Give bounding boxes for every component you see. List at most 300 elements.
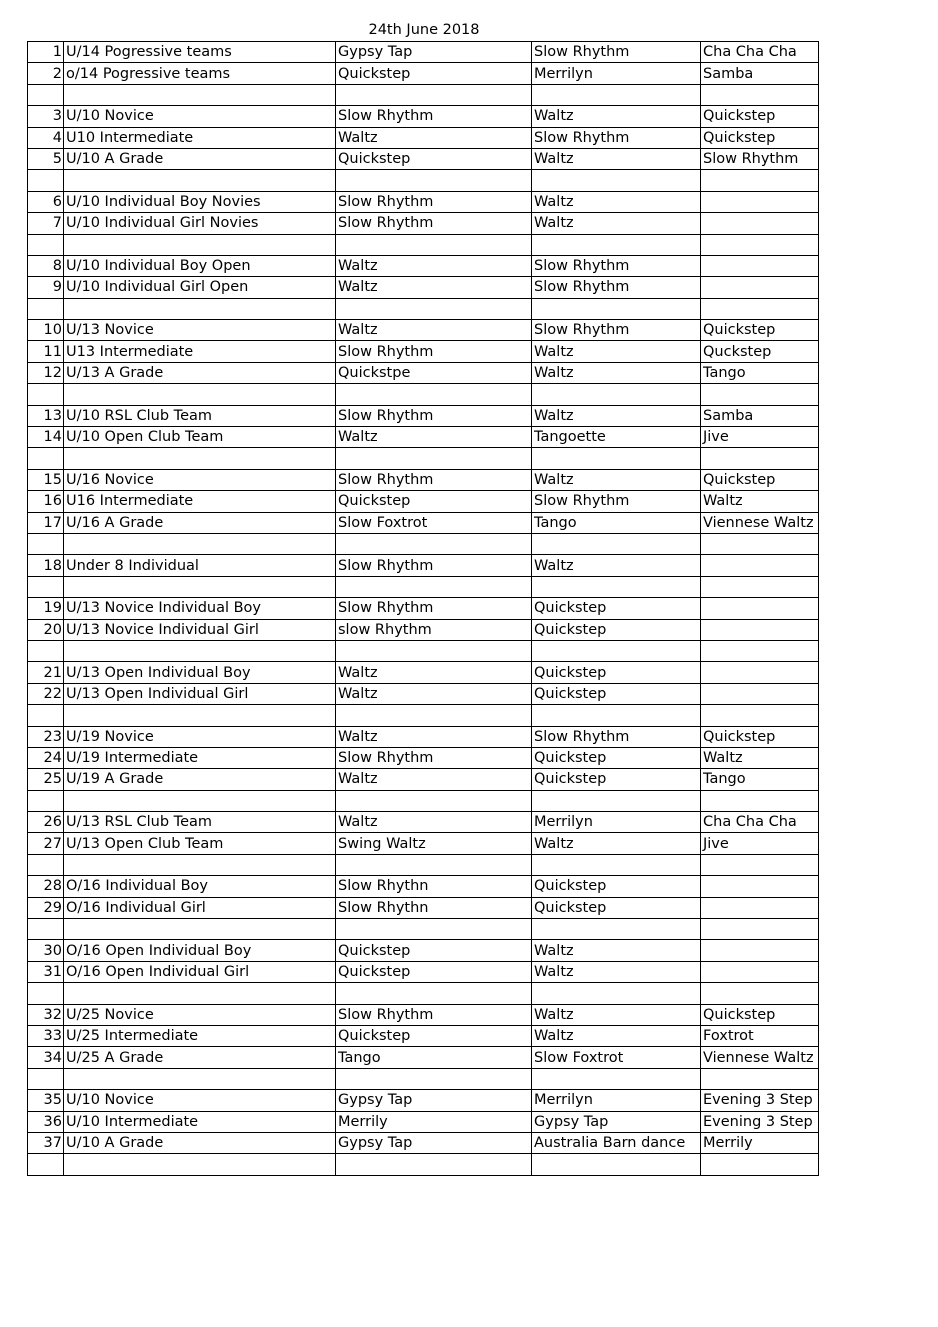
event-name-cell: U/25 A Grade [64, 1047, 336, 1068]
event-name-cell [64, 170, 336, 191]
table-row [28, 42, 819, 63]
table-row [28, 448, 819, 469]
table-row [28, 1111, 819, 1132]
dance-3-cell [701, 298, 819, 319]
event-name-cell [64, 790, 336, 811]
dance-2-cell: Waltz [532, 555, 701, 576]
dance-3-cell [701, 84, 819, 105]
dance-3-cell: Evening 3 Step [701, 1090, 819, 1111]
event-number-cell [28, 298, 64, 319]
dance-1-cell: Slow Rhythm [336, 341, 532, 362]
event-name-cell [64, 448, 336, 469]
dance-3-cell: Slow Rhythm [701, 148, 819, 169]
dance-3-cell: Viennese Waltz [701, 1047, 819, 1068]
dance-3-cell [701, 448, 819, 469]
dance-3-cell [701, 255, 819, 276]
dance-1-cell [336, 448, 532, 469]
schedule-table [27, 41, 819, 1176]
event-number-cell: 36 [28, 1111, 64, 1132]
table-row [28, 812, 819, 833]
event-number-cell [28, 640, 64, 661]
dance-3-cell [701, 1068, 819, 1089]
event-name-cell: U/19 A Grade [64, 769, 336, 790]
dance-2-cell: Waltz [532, 362, 701, 383]
event-number-cell [28, 448, 64, 469]
event-name-cell: U/10 Open Club Team [64, 427, 336, 448]
event-number-cell: 23 [28, 726, 64, 747]
dance-1-cell: Slow Rhythm [336, 598, 532, 619]
event-number-cell: 18 [28, 555, 64, 576]
dance-1-cell: Slow Rhythn [336, 876, 532, 897]
dance-3-cell: Quckstep [701, 341, 819, 362]
dance-2-cell [532, 533, 701, 554]
table-row [28, 555, 819, 576]
dance-1-cell: Slow Rhythm [336, 191, 532, 212]
dance-2-cell [532, 84, 701, 105]
event-number-cell [28, 384, 64, 405]
event-name-cell: o/14 Pogressive teams [64, 63, 336, 84]
dance-2-cell: Tango [532, 512, 701, 533]
table-row [28, 63, 819, 84]
dance-3-cell [701, 790, 819, 811]
event-number-cell: 22 [28, 683, 64, 704]
dance-1-cell [336, 705, 532, 726]
dance-3-cell: Samba [701, 63, 819, 84]
dance-2-cell: Waltz [532, 1004, 701, 1025]
dance-2-cell [532, 298, 701, 319]
dance-1-cell: Waltz [336, 277, 532, 298]
dance-3-cell: Waltz [701, 747, 819, 768]
event-number-cell: 9 [28, 277, 64, 298]
dance-1-cell [336, 854, 532, 875]
event-name-cell [64, 234, 336, 255]
dance-3-cell: Quickstep [701, 1004, 819, 1025]
event-name-cell: U/13 Open Individual Boy [64, 662, 336, 683]
dance-1-cell: Quickstep [336, 1025, 532, 1046]
event-number-cell: 33 [28, 1025, 64, 1046]
dance-2-cell: Waltz [532, 940, 701, 961]
event-number-cell: 16 [28, 491, 64, 512]
event-number-cell [28, 1154, 64, 1175]
table-row [28, 469, 819, 490]
event-number-cell [28, 170, 64, 191]
dance-3-cell [701, 598, 819, 619]
dance-1-cell: Waltz [336, 255, 532, 276]
dance-1-cell: Gypsy Tap [336, 1090, 532, 1111]
dance-3-cell: Foxtrot [701, 1025, 819, 1046]
dance-2-cell [532, 576, 701, 597]
dance-1-cell: Waltz [336, 427, 532, 448]
table-row [28, 790, 819, 811]
event-number-cell: 14 [28, 427, 64, 448]
table-row [28, 726, 819, 747]
table-row [28, 640, 819, 661]
dance-3-cell: Quickstep [701, 106, 819, 127]
dance-3-cell: Tango [701, 769, 819, 790]
table-row [28, 106, 819, 127]
dance-3-cell: Viennese Waltz [701, 512, 819, 533]
event-number-cell: 27 [28, 833, 64, 854]
dance-3-cell [701, 640, 819, 661]
event-name-cell: U/25 Intermediate [64, 1025, 336, 1046]
dance-2-cell [532, 640, 701, 661]
dance-2-cell [532, 448, 701, 469]
dance-1-cell: Quickstep [336, 491, 532, 512]
dance-1-cell: Quickstep [336, 940, 532, 961]
table-row [28, 84, 819, 105]
event-name-cell: U/10 Individual Girl Novies [64, 213, 336, 234]
dance-2-cell: Australia Barn dance [532, 1132, 701, 1153]
page-title: 24th June 2018 [368, 22, 480, 38]
dance-3-cell [701, 555, 819, 576]
dance-2-cell [532, 705, 701, 726]
dance-3-cell [701, 1154, 819, 1175]
event-name-cell: O/16 Individual Girl [64, 897, 336, 918]
event-number-cell: 34 [28, 1047, 64, 1068]
event-name-cell: U/13 Novice Individual Boy [64, 598, 336, 619]
event-number-cell: 25 [28, 769, 64, 790]
dance-1-cell [336, 170, 532, 191]
table-row [28, 512, 819, 533]
table-row [28, 298, 819, 319]
event-name-cell [64, 854, 336, 875]
dance-2-cell: Waltz [532, 106, 701, 127]
table-row [28, 833, 819, 854]
table-row [28, 148, 819, 169]
event-number-cell [28, 919, 64, 940]
dance-1-cell [336, 234, 532, 255]
event-name-cell [64, 983, 336, 1004]
dance-2-cell: Merrilyn [532, 1090, 701, 1111]
event-name-cell: U/10 A Grade [64, 1132, 336, 1153]
dance-3-cell [701, 961, 819, 982]
dance-2-cell [532, 234, 701, 255]
dance-3-cell [701, 191, 819, 212]
dance-1-cell: Slow Rhythm [336, 555, 532, 576]
dance-2-cell [532, 384, 701, 405]
dance-1-cell: Slow Rhythm [336, 405, 532, 426]
dance-3-cell [701, 662, 819, 683]
table-row [28, 255, 819, 276]
dance-2-cell: Tangoette [532, 427, 701, 448]
event-name-cell: U/10 Individual Girl Open [64, 277, 336, 298]
dance-1-cell [336, 84, 532, 105]
dance-2-cell: Slow Rhythm [532, 320, 701, 341]
dance-2-cell: Slow Rhythm [532, 127, 701, 148]
table-row [28, 1025, 819, 1046]
dance-2-cell: Quickstep [532, 662, 701, 683]
dance-2-cell [532, 1154, 701, 1175]
event-number-cell [28, 790, 64, 811]
dance-1-cell: Gypsy Tap [336, 42, 532, 63]
dance-1-cell [336, 384, 532, 405]
event-number-cell: 26 [28, 812, 64, 833]
dance-3-cell [701, 876, 819, 897]
event-number-cell: 29 [28, 897, 64, 918]
event-number-cell: 11 [28, 341, 64, 362]
dance-3-cell: Merrily [701, 1132, 819, 1153]
dance-2-cell: Slow Rhythm [532, 42, 701, 63]
table-row [28, 1068, 819, 1089]
event-name-cell: U/19 Intermediate [64, 747, 336, 768]
event-number-cell [28, 983, 64, 1004]
dance-2-cell: Quickstep [532, 769, 701, 790]
table-row [28, 320, 819, 341]
dance-3-cell: Evening 3 Step [701, 1111, 819, 1132]
table-row [28, 1132, 819, 1153]
dance-1-cell: Slow Rhythm [336, 106, 532, 127]
dance-3-cell [701, 854, 819, 875]
table-row [28, 1090, 819, 1111]
dance-2-cell: Slow Rhythm [532, 255, 701, 276]
event-number-cell: 28 [28, 876, 64, 897]
event-name-cell: U/13 Open Individual Girl [64, 683, 336, 704]
dance-3-cell: Quickstep [701, 127, 819, 148]
table-row [28, 127, 819, 148]
table-row [28, 1004, 819, 1025]
dance-2-cell: Slow Rhythm [532, 726, 701, 747]
event-name-cell: U/10 RSL Club Team [64, 405, 336, 426]
dance-3-cell [701, 213, 819, 234]
event-number-cell: 6 [28, 191, 64, 212]
event-number-cell: 4 [28, 127, 64, 148]
dance-1-cell: Slow Rhythm [336, 1004, 532, 1025]
event-number-cell: 35 [28, 1090, 64, 1111]
dance-2-cell: Waltz [532, 405, 701, 426]
table-row [28, 405, 819, 426]
dance-3-cell [701, 533, 819, 554]
dance-3-cell: Waltz [701, 491, 819, 512]
event-number-cell: 12 [28, 362, 64, 383]
table-row [28, 683, 819, 704]
table-row [28, 705, 819, 726]
dance-2-cell: Waltz [532, 148, 701, 169]
dance-1-cell [336, 1154, 532, 1175]
dance-1-cell: Waltz [336, 662, 532, 683]
event-name-cell: U13 Intermediate [64, 341, 336, 362]
dance-1-cell: Gypsy Tap [336, 1132, 532, 1153]
table-row [28, 961, 819, 982]
dance-3-cell [701, 619, 819, 640]
event-name-cell: U16 Intermediate [64, 491, 336, 512]
dance-3-cell: Quickstep [701, 320, 819, 341]
event-number-cell: 37 [28, 1132, 64, 1153]
dance-3-cell: Quickstep [701, 726, 819, 747]
dance-1-cell: Slow Rhythm [336, 469, 532, 490]
dance-3-cell: Tango [701, 362, 819, 383]
event-name-cell: U/13 Open Club Team [64, 833, 336, 854]
dance-3-cell: Cha Cha Cha [701, 812, 819, 833]
dance-3-cell [701, 983, 819, 1004]
table-row [28, 854, 819, 875]
dance-1-cell: Slow Foxtrot [336, 512, 532, 533]
event-number-cell: 15 [28, 469, 64, 490]
dance-1-cell: Waltz [336, 127, 532, 148]
dance-2-cell: Slow Rhythm [532, 491, 701, 512]
table-row [28, 598, 819, 619]
dance-2-cell: Gypsy Tap [532, 1111, 701, 1132]
event-name-cell [64, 384, 336, 405]
dance-2-cell: Merrilyn [532, 812, 701, 833]
table-row [28, 427, 819, 448]
event-name-cell: U/16 A Grade [64, 512, 336, 533]
dance-1-cell: Quickstpe [336, 362, 532, 383]
dance-1-cell: Waltz [336, 812, 532, 833]
event-number-cell: 2 [28, 63, 64, 84]
event-name-cell [64, 919, 336, 940]
dance-3-cell: Cha Cha Cha [701, 42, 819, 63]
event-number-cell [28, 854, 64, 875]
dance-1-cell: Slow Rhythn [336, 897, 532, 918]
event-name-cell: Under 8 Individual [64, 555, 336, 576]
event-number-cell: 19 [28, 598, 64, 619]
event-number-cell [28, 234, 64, 255]
dance-2-cell [532, 790, 701, 811]
dance-1-cell [336, 919, 532, 940]
table-row [28, 919, 819, 940]
table-row [28, 491, 819, 512]
event-name-cell: O/16 Open Individual Boy [64, 940, 336, 961]
event-number-cell [28, 533, 64, 554]
dance-2-cell: Waltz [532, 213, 701, 234]
dance-2-cell: Waltz [532, 469, 701, 490]
event-name-cell: U/10 Individual Boy Open [64, 255, 336, 276]
event-name-cell [64, 84, 336, 105]
event-name-cell: U/16 Novice [64, 469, 336, 490]
dance-1-cell: slow Rhythm [336, 619, 532, 640]
event-name-cell: U/13 RSL Club Team [64, 812, 336, 833]
dance-2-cell: Waltz [532, 191, 701, 212]
table-row [28, 619, 819, 640]
event-number-cell: 7 [28, 213, 64, 234]
event-number-cell: 30 [28, 940, 64, 961]
dance-3-cell [701, 897, 819, 918]
table-row [28, 213, 819, 234]
dance-2-cell [532, 1068, 701, 1089]
dance-2-cell: Quickstep [532, 683, 701, 704]
table-row [28, 747, 819, 768]
dance-1-cell: Tango [336, 1047, 532, 1068]
table-row [28, 576, 819, 597]
table-row [28, 769, 819, 790]
dance-3-cell [701, 705, 819, 726]
dance-2-cell: Waltz [532, 341, 701, 362]
event-name-cell: U/10 Individual Boy Novies [64, 191, 336, 212]
dance-1-cell: Merrily [336, 1111, 532, 1132]
event-number-cell [28, 1068, 64, 1089]
dance-2-cell: Slow Foxtrot [532, 1047, 701, 1068]
event-number-cell: 10 [28, 320, 64, 341]
event-number-cell: 20 [28, 619, 64, 640]
event-name-cell: U/13 Novice Individual Girl [64, 619, 336, 640]
event-number-cell [28, 84, 64, 105]
table-row [28, 191, 819, 212]
event-name-cell: U/10 Novice [64, 106, 336, 127]
dance-1-cell [336, 1068, 532, 1089]
event-name-cell: U/13 A Grade [64, 362, 336, 383]
dance-2-cell [532, 919, 701, 940]
event-name-cell: U/19 Novice [64, 726, 336, 747]
table-row [28, 1047, 819, 1068]
dance-3-cell [701, 919, 819, 940]
event-number-cell [28, 705, 64, 726]
dance-2-cell: Quickstep [532, 598, 701, 619]
event-number-cell: 13 [28, 405, 64, 426]
dance-2-cell: Waltz [532, 1025, 701, 1046]
dance-3-cell [701, 234, 819, 255]
table-row [28, 876, 819, 897]
event-number-cell: 1 [28, 42, 64, 63]
schedule-body [28, 42, 819, 1176]
dance-3-cell [701, 683, 819, 704]
dance-3-cell [701, 170, 819, 191]
event-name-cell [64, 640, 336, 661]
dance-1-cell [336, 640, 532, 661]
event-name-cell [64, 298, 336, 319]
table-row [28, 277, 819, 298]
event-number-cell: 17 [28, 512, 64, 533]
event-name-cell [64, 1154, 336, 1175]
dance-1-cell: Waltz [336, 683, 532, 704]
event-name-cell [64, 1068, 336, 1089]
dance-3-cell [701, 940, 819, 961]
dance-2-cell: Merrilyn [532, 63, 701, 84]
event-number-cell [28, 576, 64, 597]
dance-2-cell [532, 170, 701, 191]
dance-2-cell: Waltz [532, 961, 701, 982]
event-name-cell: O/16 Open Individual Girl [64, 961, 336, 982]
dance-2-cell: Quickstep [532, 876, 701, 897]
event-name-cell [64, 705, 336, 726]
dance-3-cell [701, 277, 819, 298]
table-row [28, 940, 819, 961]
dance-3-cell [701, 384, 819, 405]
dance-1-cell [336, 298, 532, 319]
dance-1-cell: Waltz [336, 769, 532, 790]
event-number-cell: 5 [28, 148, 64, 169]
event-number-cell: 31 [28, 961, 64, 982]
dance-1-cell [336, 533, 532, 554]
table-row [28, 897, 819, 918]
dance-1-cell: Quickstep [336, 63, 532, 84]
dance-2-cell: Slow Rhythm [532, 277, 701, 298]
dance-2-cell: Waltz [532, 833, 701, 854]
event-name-cell [64, 576, 336, 597]
dance-3-cell: Jive [701, 833, 819, 854]
table-row [28, 1154, 819, 1175]
dance-3-cell [701, 576, 819, 597]
dance-1-cell: Slow Rhythm [336, 213, 532, 234]
event-name-cell [64, 533, 336, 554]
dance-1-cell [336, 790, 532, 811]
event-name-cell: U/13 Novice [64, 320, 336, 341]
dance-1-cell [336, 983, 532, 1004]
event-name-cell: U/25 Novice [64, 1004, 336, 1025]
table-row [28, 362, 819, 383]
event-number-cell: 3 [28, 106, 64, 127]
table-row [28, 983, 819, 1004]
event-number-cell: 32 [28, 1004, 64, 1025]
table-row [28, 384, 819, 405]
event-name-cell: U/14 Pogressive teams [64, 42, 336, 63]
event-name-cell: U/10 A Grade [64, 148, 336, 169]
dance-1-cell: Waltz [336, 320, 532, 341]
dance-2-cell: Quickstep [532, 619, 701, 640]
event-number-cell: 21 [28, 662, 64, 683]
table-row [28, 170, 819, 191]
event-name-cell: U10 Intermediate [64, 127, 336, 148]
dance-1-cell: Quickstep [336, 961, 532, 982]
